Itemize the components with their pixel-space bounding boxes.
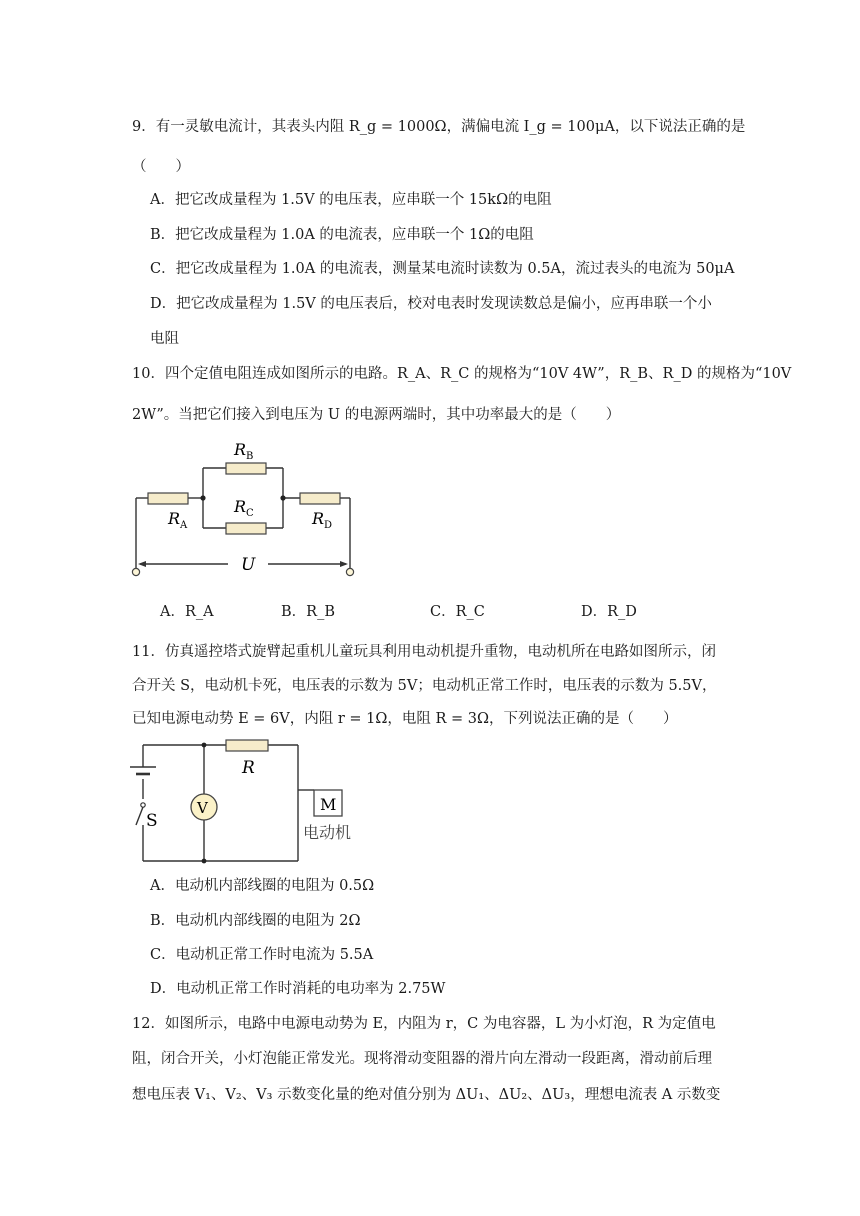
resistor-rd [300, 493, 340, 504]
label-v: V [197, 799, 208, 817]
resistor-ra [148, 493, 188, 504]
label-m: M [320, 795, 337, 814]
q12-stem-line2: 阻，闭合开关，小灯泡能正常发光。现将滑动变阻器的滑片向左滑动一段距离，滑动前后理 [132, 1051, 712, 1067]
q12-stem-line1: 12．如图所示，电路中电源电动势为 E，内阻为 r，C 为电容器，L 为小灯泡，R 为定值电 [132, 1016, 716, 1032]
q11-option-c: C．电动机正常工作时电流为 5.5A [150, 947, 374, 963]
q11-option-b: B．电动机内部线圈的电阻为 2Ω [150, 913, 361, 929]
q9-option-c: C．把它改成量程为 1.0A 的电流表，测量某电流时读数为 0.5A，流过表头的电流为 50μA [150, 261, 735, 277]
q10-stem-line1: 10．四个定值电阻连成如图所示的电路。R_A、R_C 的规格为“10V 4W”，R_B、R_D 的规格为“10V [132, 366, 792, 382]
q10-circuit-diagram [128, 436, 358, 586]
terminal-right [346, 568, 353, 575]
label-rc: $R_C$ [234, 497, 254, 519]
q11-option-d: D．电动机正常工作时消耗的电功率为 2.75W [150, 981, 446, 997]
q11-stem-line3: 已知电源电动势 E = 6V，内阻 r = 1Ω，电阻 R = 3Ω，下列说法正确的是（ ） [132, 711, 678, 727]
q11-circuit-diagram [138, 737, 378, 867]
q11-stem-line2: 合开关 S，电动机卡死，电压表的示数为 5V；电动机正常工作时，电压表的示数为 5.5V， [132, 678, 717, 694]
q10-option-c: C．R_C [430, 604, 485, 620]
q9-stem-line1: 9．有一灵敏电流计，其表头内阻 R_g = 1000Ω，满偏电流 I_g = 100μA，以下说法正确的是 [132, 119, 746, 135]
q9-option-a: A．把它改成量程为 1.5V 的电压表，应串联一个 15kΩ的电阻 [150, 192, 552, 208]
resistor-rb [226, 463, 266, 474]
q10-option-d: D．R_D [581, 604, 637, 620]
label-ra: $R_A$ [168, 509, 188, 531]
label-s: S [146, 811, 158, 831]
q9-stem-line2: （ ） [132, 159, 190, 175]
q9-option-b: B．把它改成量程为 1.0A 的电流表，应串联一个 1Ω的电阻 [150, 227, 534, 243]
label-rd: $R_D$ [312, 509, 333, 531]
q9-option-d-continued: 电阻 [150, 331, 179, 347]
label-r: R [242, 758, 255, 778]
resistor-rc [226, 523, 266, 534]
q11-option-a: A．电动机内部线圈的电阻为 0.5Ω [150, 878, 375, 894]
resistor-r [226, 740, 268, 751]
q9-option-d: D．把它改成量程为 1.5V 的电压表后，校对电表时发现读数总是偏小，应再串联一个小 [150, 296, 712, 312]
q11-stem-line1: 11．仿真遥控塔式旋臂起重机儿童玩具利用电动机提升重物，电动机所在电路如图所示，闭 [132, 644, 716, 660]
q12-stem-line3: 想电压表 V₁、V₂、V₃ 示数变化量的绝对值分别为 ΔU₁、ΔU₂、ΔU₃，理想电流表 A 示数变 [132, 1087, 721, 1103]
q10-option-a: A．R_A [160, 604, 214, 620]
terminal-left [132, 568, 139, 575]
q10-option-b: B．R_B [281, 604, 335, 620]
label-u: U [241, 555, 256, 575]
label-rb: $R_B$ [234, 440, 254, 462]
label-motor: 电动机 [303, 823, 352, 842]
q10-stem-line2: 2W”。当把它们接入到电压为 U 的电源两端时，其中功率最大的是（ ） [132, 407, 621, 423]
